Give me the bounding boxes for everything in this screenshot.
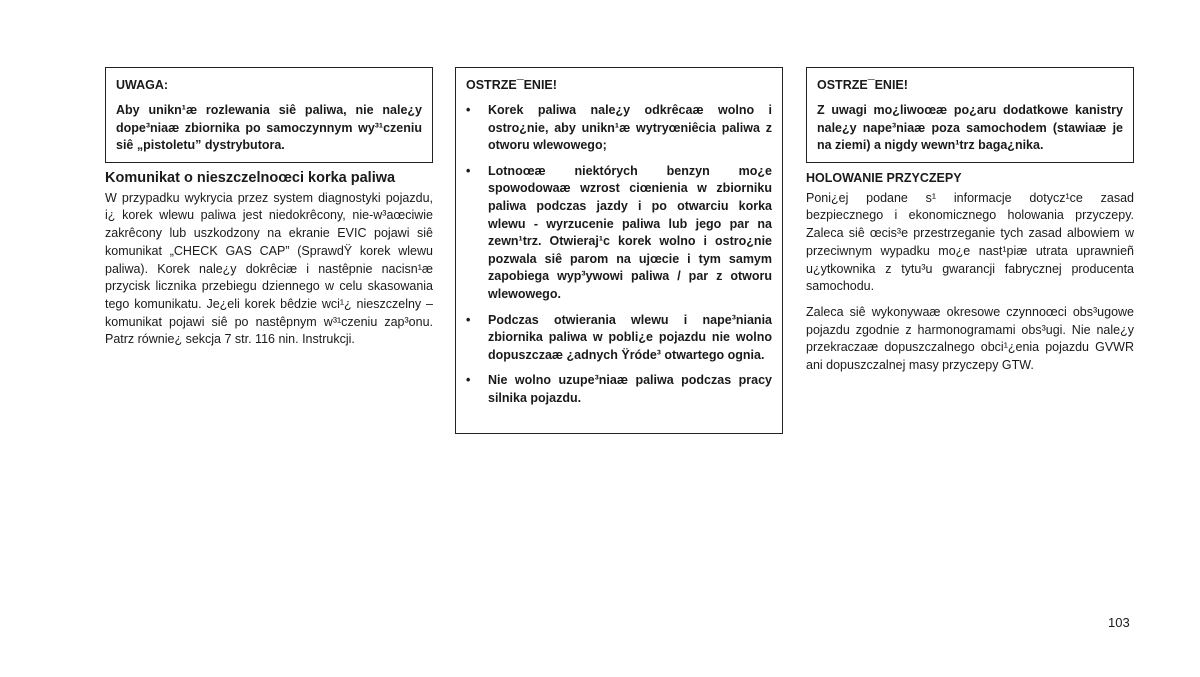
left-text-column [105, 170, 433, 357]
section-heading-gas-cap: Komunikat o nieszczelnoœci korka paliwa [105, 170, 396, 186]
warning-box-middle [455, 67, 783, 434]
warning-list [466, 102, 772, 408]
list-item: • Podczas otwierania wlewu i nape³niania zbiornika paliwa w pobli¿e pojazdu nie wolno dopuszczaæ ¿adnych Ÿróde³ otwartego ognia. [466, 312, 772, 362]
gas-cap-paragraph: W przypadku wykrycia przez system diagnostyki pojazdu, i¿ korek wlewu paliwa jest niedokrêcony, nie-w³aœciwie zakrêcony lub uszkodzony na ekranie EVIC pojawi siê komunikat „CHECK GAS CAP” (SprawdŸ korek wlewu paliwa). Korek nale¿y dokrêciæ i nastêpnie nacisn¹æ przycisk licznika przebiegu dziennego w celu skasowania tego komunikatu. Je¿eli korek bêdzie wci¹¿ nieszczelny – komunikat pojawi siê po nastêpnym w³¹czeniu zap³onu. Patrz równie¿ sekcja 7 str. 116 nin. Instrukcji. [105, 190, 433, 347]
bullet-icon: • [466, 103, 471, 117]
towing-paragraph-2: Zaleca siê wykonywaæ okresowe czynnoœci obs³ugowe pojazdu zgodnie z harmonogramami obs³ugi. Nie nale¿y przekraczaæ dopuszczalnego obci¹¿enia pojazdu GVWR ani dopuszczalnej masy przyczepy GTW. [806, 304, 1134, 373]
warning-text: Z uwagi mo¿liwoœæ po¿aru dodatkowe kanistry nale¿y nape³niaæ poza samochodem (stawiaæ je na ziemi) a nigdy wewn¹trz baga¿nika. [817, 103, 1123, 152]
bullet-icon: • [466, 312, 471, 327]
warning-title: OSTRZE¯ENIE! [817, 78, 908, 92]
caution-text: Aby unikn¹æ rozlewania siê paliwa, nie nale¿y dope³niaæ zbiornika po samoczynnym wy³¹czeniu siê „pistoletu” dystrybutora. [116, 103, 422, 152]
section-heading-trailer-towing: HOLOWANIE PRZYCZEPY [806, 171, 962, 185]
bullet-icon: • [466, 373, 471, 388]
caution-box-left [105, 67, 433, 163]
right-text-column [806, 170, 1134, 383]
bullet-icon: • [466, 163, 471, 178]
list-item: • Korek paliwa nale¿y odkrêcaæ wolno i ostro¿nie, aby unikn¹æ wytryœniêcia paliwa z otworu wlewowego; [466, 103, 772, 153]
page-number: 103 [1108, 615, 1130, 630]
warning-box-right [806, 67, 1134, 163]
list-item: • Nie wolno uzupe³niaæ paliwa podczas pracy silnika pojazdu. [466, 373, 772, 405]
caution-title: UWAGA: [116, 78, 169, 92]
towing-paragraph-1: Poni¿ej podane s¹ informacje dotycz¹ce zasad bezpiecznego i ekonomicznego holowania przyczepy. Zaleca siê œcis³e przestrzeganie tych zasad albowiem w przeciwnym wypadku mo¿e nast¹piæ utrata uprawnieñ u¿ytkownika z tytu³u gwarancji fabrycznej producenta samochodu. [806, 190, 1134, 294]
warning-title: OSTRZE¯ENIE! [466, 78, 557, 92]
list-item: • Lotnoœæ niektórych benzyn mo¿e spowodowaæ wzrost ciœnienia w zbiorniku paliwa podczas jazdy i po otwarciu korka wlewu - wyrzucenie paliwa lub jego par na zewn¹trz. Otwieraj¹c korek wolno i ostro¿nie pozwala siê parom na ujœcie i tym samym zapobiega wyp³ywowi paliwa / par z otworu wlewowego. [466, 163, 772, 301]
